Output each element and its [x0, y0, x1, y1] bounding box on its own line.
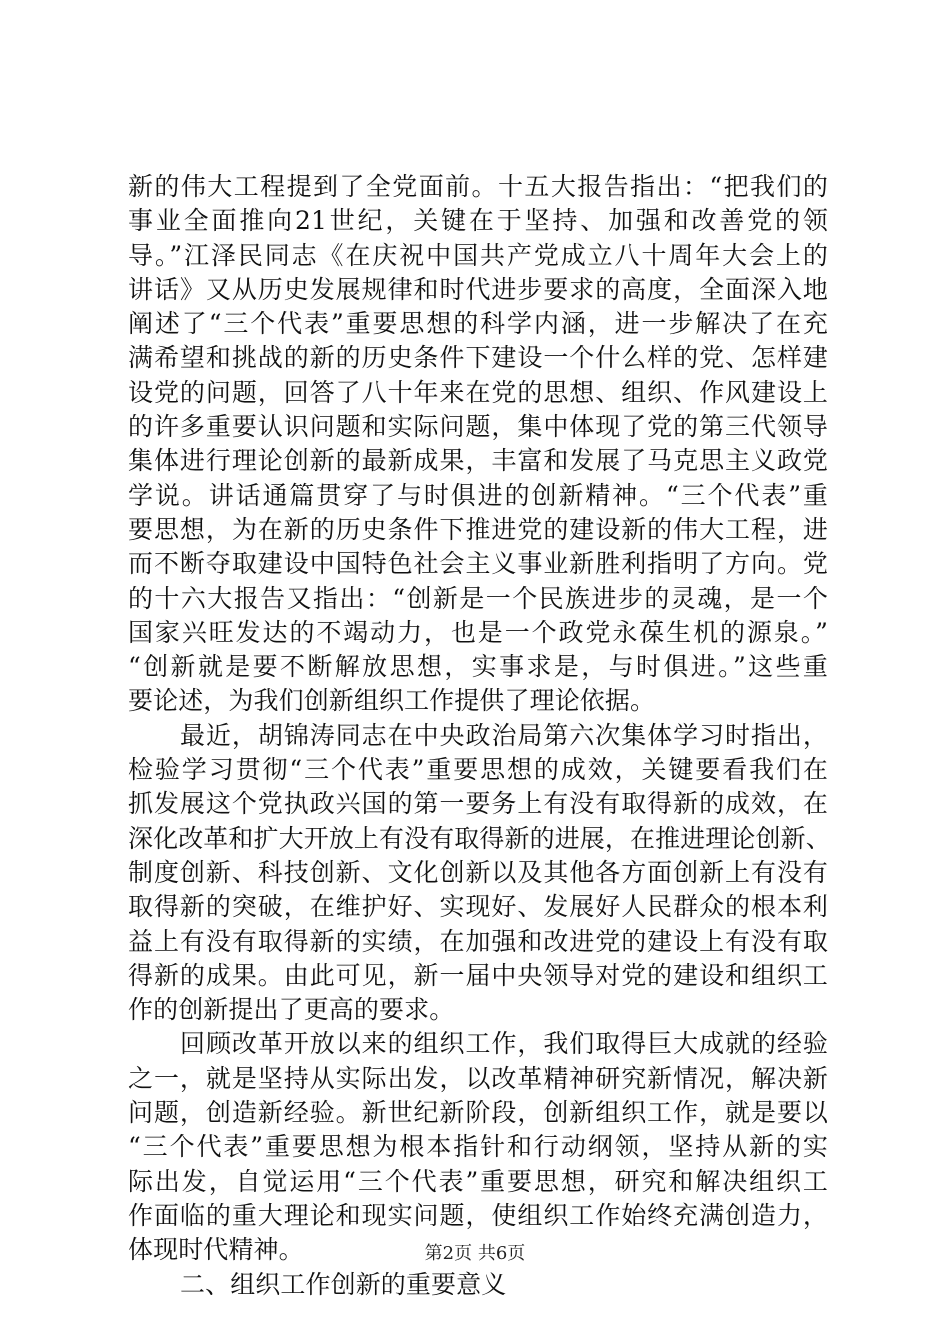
text-line: 而不断夺取建设中国特色社会主义事业新胜利指明了方向。党 — [128, 549, 828, 579]
text-line: 作的创新提出了更高的要求。 — [128, 995, 455, 1025]
text-line: 二、组织工作创新的重要意义 — [180, 1269, 507, 1299]
text-line: 抓发展这个党执政兴国的第一要务上有没有取得新的成效，在 — [128, 789, 828, 819]
text-line: 阐述了“三个代表”重要思想的科学内涵，进一步解决了在充 — [128, 309, 828, 339]
body-text — [128, 170, 831, 1302]
text-line: 际出发，自觉运用“三个代表”重要思想，研究和解决组织工 — [128, 1166, 828, 1196]
text-line: 回顾改革开放以来的组织工作，我们取得巨大成就的经验 — [180, 1029, 828, 1059]
text-line: 得新的成果。由此可见，新一届中央领导对党的建设和组织工 — [128, 960, 828, 990]
text-line: 讲话》又从历史发展规律和时代进步要求的高度，全面深入地 — [128, 274, 828, 304]
text-line: 集体进行理论创新的最新成果，丰富和发展了马克思主义政党 — [128, 446, 828, 476]
text-line: 益上有没有取得新的实绩，在加强和改进党的建设上有没有取 — [128, 926, 828, 956]
text-line: 设党的问题，回答了八十年来在党的思想、组织、作风建设上 — [128, 377, 828, 407]
text-line: 制度创新、科技创新、文化创新以及其他各方面创新上有没有 — [128, 857, 828, 887]
text-line: 问题，创造新经验。新世纪新阶段，创新组织工作，就是要以 — [128, 1098, 828, 1128]
text-line: 要论述，为我们创新组织工作提供了理论依据。 — [128, 686, 656, 716]
text-line: 作面临的重大理论和现实问题，使组织工作始终充满创造力， — [128, 1200, 828, 1230]
text-line: “三个代表”重要思想为根本指针和行动纲领，坚持从新的实 — [128, 1132, 828, 1162]
text-line: 检验学习贯彻“三个代表”重要思想的成效，关键要看我们在 — [128, 755, 828, 785]
text-line: 深化改革和扩大开放上有没有取得新的进展，在推进理论创新、 — [128, 823, 831, 853]
text-line: 的许多重要认识问题和实际问题，集中体现了党的第三代领导 — [128, 412, 828, 442]
text-line: 满希望和挑战的新的历史条件下建设一个什么样的党、怎样建 — [128, 343, 828, 373]
text-line: 导。”江泽民同志《在庆祝中国共产党成立八十周年大会上的 — [128, 240, 828, 270]
text-line: 最近，胡锦涛同志在中央政治局第六次集体学习时指出， — [180, 720, 828, 750]
text-line: 之一，就是坚持从实际出发，以改革精神研究新情况，解决新 — [128, 1063, 828, 1093]
text-line: 体现时代精神。 — [128, 1235, 304, 1265]
text-line: 新的伟大工程提到了全党面前。十五大报告指出：“把我们的 — [128, 172, 828, 201]
text-line: 要思想，为在新的历史条件下推进党的建设新的伟大工程，进 — [128, 514, 828, 544]
text-line: 事业全面推向21世纪，关键在于坚持、加强和改善党的领 — [128, 206, 828, 236]
text-line: 取得新的突破，在维护好、实现好、发展好人民群众的根本利 — [128, 892, 828, 922]
page-footer: 第2页 共6页 — [424, 1243, 526, 1264]
text-line: 的十六大报告又指出：“创新是一个民族进步的灵魂，是一个 — [128, 583, 828, 613]
text-line: “创新就是要不断解放思想，实事求是，与时俱进。”这些重 — [128, 652, 828, 682]
text-line: 国家兴旺发达的不竭动力，也是一个政党永葆生机的源泉。” — [128, 617, 828, 647]
text-line: 学说。讲话通篇贯穿了与时俱进的创新精神。“三个代表”重 — [128, 480, 828, 510]
